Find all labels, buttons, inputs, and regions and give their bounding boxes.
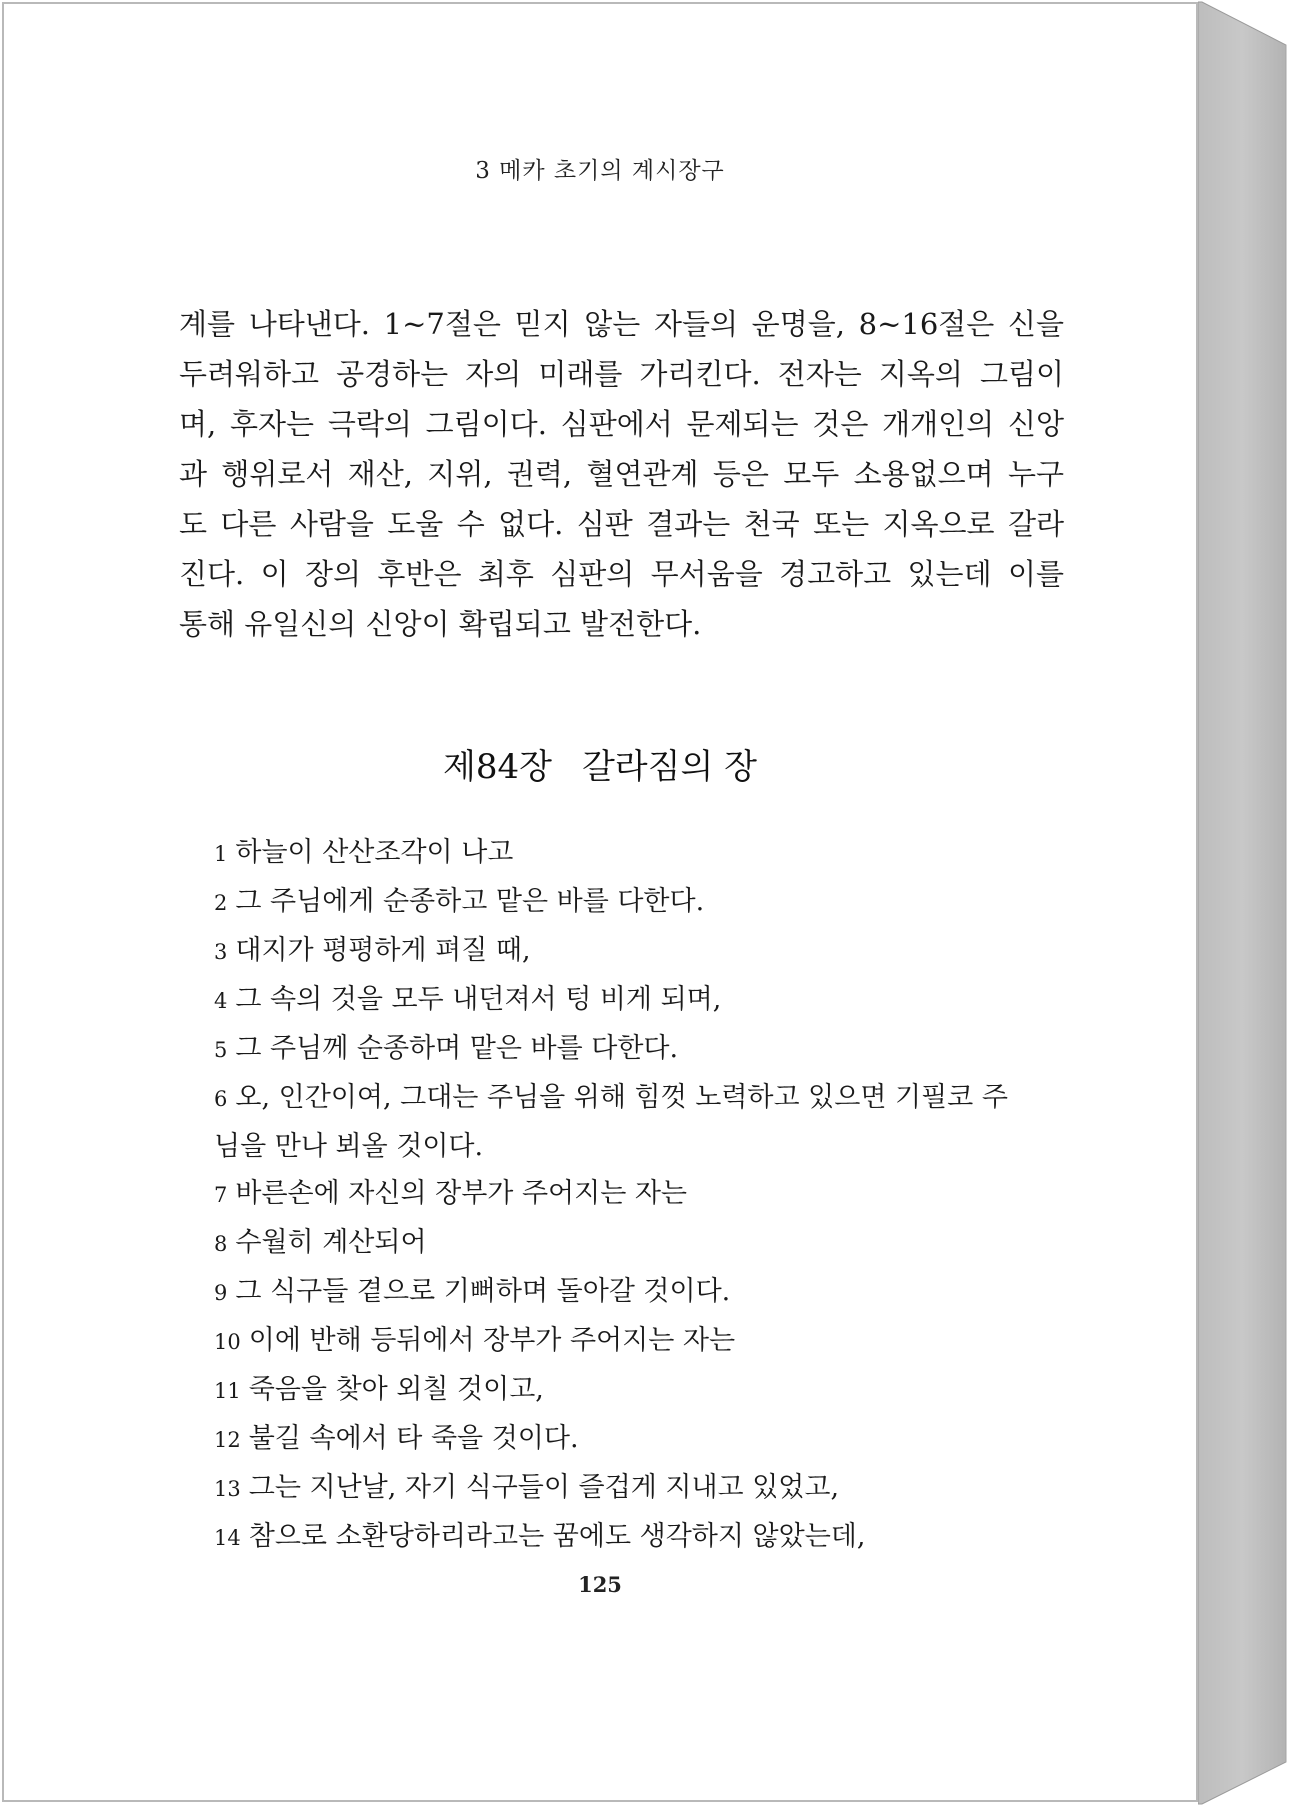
verse-number: 13 <box>214 1477 241 1501</box>
verse-text: 대지가 평평하게 펴질 때, <box>235 935 531 966</box>
book-edge-shape <box>1198 0 1311 1806</box>
intro-paragraph <box>179 299 1064 649</box>
verse-number: 1 <box>214 842 228 866</box>
verse-number: 4 <box>214 989 228 1013</box>
verse-text: 님을 만나 뵈올 것이다. <box>214 1131 484 1162</box>
verse <box>214 1219 1034 1268</box>
chapter-name: 갈라짐의 장 <box>581 747 757 787</box>
verse-text: 오, 인간이여, 그대는 주님을 위해 힘껏 노력하고 있으면 기필코 주 <box>235 1082 1008 1113</box>
verse-text: 그 주님께 순종하며 맡은 바를 다한다. <box>235 1033 679 1064</box>
chapter-title <box>4 739 1196 788</box>
running-head: 3 메카 초기의 계시장구 <box>475 158 725 184</box>
verse <box>214 927 1034 976</box>
verse-number: 11 <box>214 1379 241 1403</box>
page-number: 125 <box>578 1572 622 1597</box>
intro-line: 통해 유일신의 신앙이 확립되고 발전한다. <box>179 607 702 641</box>
verse <box>214 1170 1034 1219</box>
verse-number: 6 <box>214 1087 228 1111</box>
verse-number: 2 <box>214 891 228 915</box>
verse <box>214 1415 1034 1464</box>
verse <box>214 1366 1034 1415</box>
intro-line: 계를 나타낸다. 1~7절은 믿지 않는 자들의 운명을, 8~16절은 신을 <box>179 307 1064 341</box>
verse-text: 수월히 계산되어 <box>235 1227 427 1258</box>
verse <box>214 1464 1034 1513</box>
book-page <box>2 2 1198 1802</box>
intro-line: 과 행위로서 재산, 지위, 권력, 혈연관계 등은 모두 소용없으며 누구 <box>179 457 1064 491</box>
verse-text: 불길 속에서 타 죽을 것이다. <box>248 1423 579 1454</box>
verse-text: 그 속의 것을 모두 내던져서 텅 비게 되며, <box>235 984 722 1015</box>
intro-line: 도 다른 사람을 도울 수 없다. 심판 결과는 천국 또는 지옥으로 갈라 <box>179 507 1064 541</box>
verse <box>214 829 1034 878</box>
verse-number: 10 <box>214 1330 241 1354</box>
intro-line: 두려워하고 공경하는 자의 미래를 가리킨다. 전자는 지옥의 그림이 <box>179 357 1064 391</box>
verse <box>214 1513 1034 1562</box>
verse-text: 그 식구들 곁으로 기뻐하며 돌아갈 것이다. <box>235 1276 731 1307</box>
verse-number: 14 <box>214 1526 241 1550</box>
verse <box>214 1317 1034 1366</box>
verse-number: 7 <box>214 1183 228 1207</box>
verse <box>214 1074 1034 1123</box>
intro-line: 며, 후자는 극락의 그림이다. 심판에서 문제되는 것은 개개인의 신앙 <box>179 407 1064 441</box>
verse <box>214 1268 1034 1317</box>
verse-list <box>214 829 1034 1562</box>
verse <box>214 976 1034 1025</box>
verse-text: 참으로 소환당하리라고는 꿈에도 생각하지 않았는데, <box>248 1521 866 1552</box>
verse <box>214 1025 1034 1074</box>
verse-number: 3 <box>214 940 228 964</box>
verse-number: 12 <box>214 1428 241 1452</box>
verse-continuation <box>214 1123 1034 1170</box>
intro-line: 진다. 이 장의 후반은 최후 심판의 무서움을 경고하고 있는데 이를 <box>179 557 1064 591</box>
verse-number: 8 <box>214 1232 228 1256</box>
book-spine-edge <box>1198 0 1311 1806</box>
chapter-number: 제84장 <box>443 747 552 787</box>
verse-text: 그 주님에게 순종하고 맡은 바를 다한다. <box>235 886 705 917</box>
verse-text: 그는 지난날, 자기 식구들이 즐겁게 지내고 있었고, <box>248 1472 840 1503</box>
verse-text: 이에 반해 등뒤에서 장부가 주어지는 자는 <box>248 1325 736 1356</box>
verse-number: 5 <box>214 1038 228 1062</box>
verse-text: 바른손에 자신의 장부가 주어지는 자는 <box>235 1178 688 1209</box>
verse-text: 죽음을 찾아 외칠 것이고, <box>248 1374 544 1405</box>
verse-number: 9 <box>214 1281 228 1305</box>
verse <box>214 878 1034 927</box>
verse-text: 하늘이 산산조각이 나고 <box>235 837 514 868</box>
